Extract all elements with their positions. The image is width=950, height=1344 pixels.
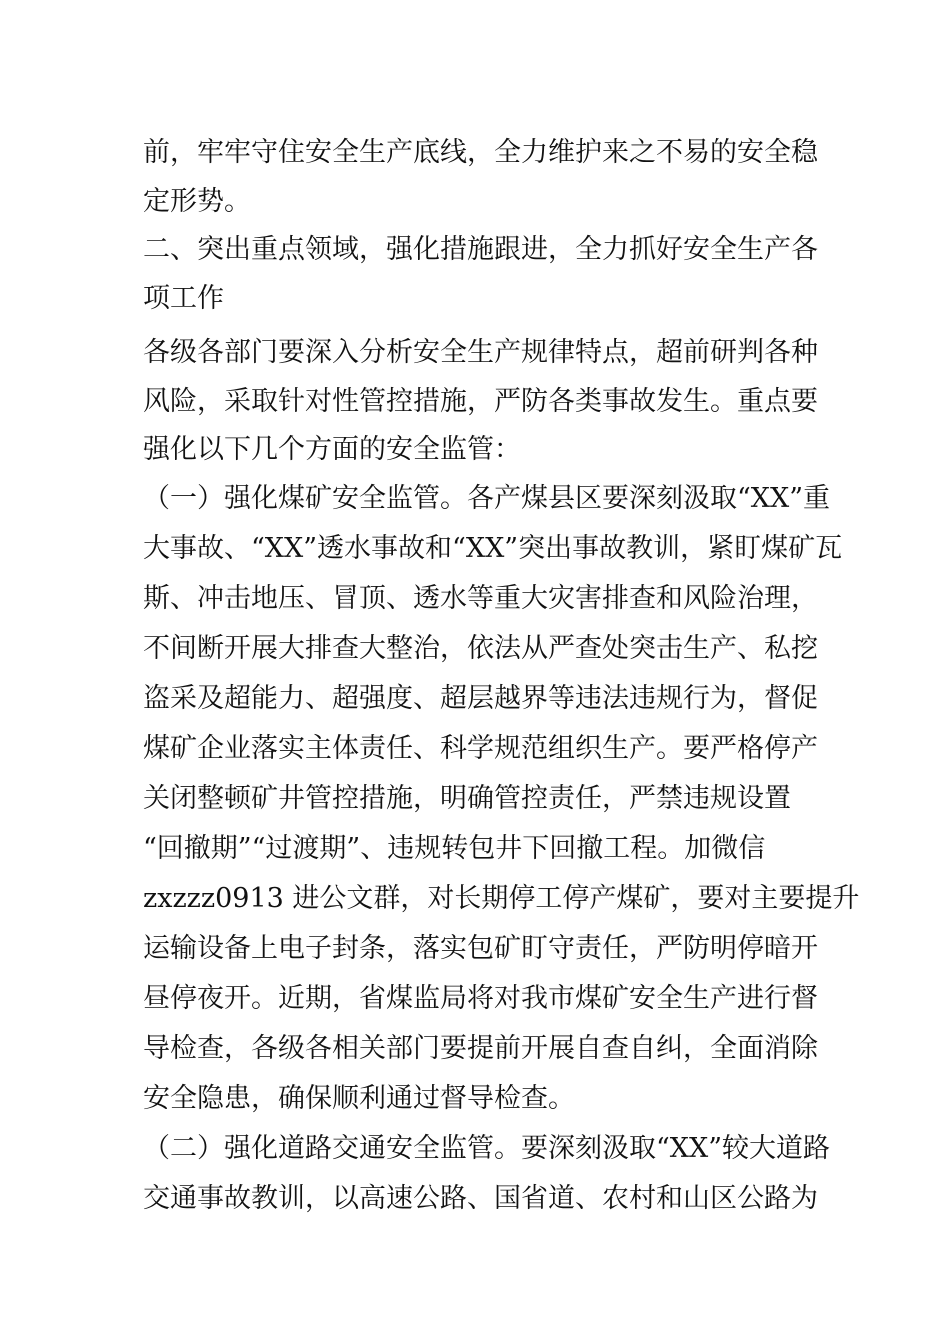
text-line: 前，牢牢守住安全生产底线，全力维护来之不易的安全稳 [143, 137, 818, 168]
text-line: 昼停夜开。近期，省煤监局将对我市煤矿安全生产进行督 [143, 983, 818, 1014]
text-line: 风险，采取针对性管控措施，严防各类事故发生。重点要 [143, 386, 818, 417]
text-line: 煤矿企业落实主体责任、科学规范组织生产。要严格停产 [143, 733, 818, 764]
text-line: 大事故、“XX”透水事故和“XX”突出事故教训，紧盯煤矿瓦 [143, 533, 843, 564]
text-line: （一）强化煤矿安全监管。各产煤县区要深刻汲取“XX”重 [143, 483, 831, 514]
text-line: 导检查，各级各相关部门要提前开展自查自纠，全面消除 [143, 1033, 818, 1064]
section-heading: 二、突出重点领域，强化措施跟进，全力抓好安全生产各 [143, 234, 818, 265]
text-line: （二）强化道路交通安全监管。要深刻汲取“XX”较大道路 [143, 1133, 831, 1164]
text-line: 不间断开展大排查大整治，依法从严查处突击生产、私挖 [143, 633, 818, 664]
text-line: 交通事故教训，以高速公路、国省道、农村和山区公路为 [143, 1183, 818, 1214]
text-line: 定形势。 [143, 186, 251, 217]
text-line: 安全隐患，确保顺利通过督导检查。 [143, 1083, 575, 1114]
text-line: 盗采及超能力、超强度、超层越界等违法违规行为，督促 [143, 683, 818, 714]
text-line: 强化以下几个方面的安全监管： [143, 434, 521, 465]
text-line: 运输设备上电子封条，落实包矿盯守责任，严防明停暗开 [143, 933, 818, 964]
text-line: 各级各部门要深入分析安全生产规律特点，超前研判各种 [143, 337, 818, 368]
text-line: “回撤期”“过渡期”、违规转包井下回撤工程。加微信 [143, 833, 766, 864]
text-line: 关闭整顿矿井管控措施，明确管控责任，严禁违规设置 [143, 783, 791, 814]
text-line: zxzzz0913 进公文群，对长期停工停产煤矿，要对主要提升 [143, 883, 860, 914]
section-heading: 项工作 [143, 283, 224, 314]
text-line: 斯、冲击地压、冒顶、透水等重大灾害排查和风险治理， [143, 583, 818, 614]
